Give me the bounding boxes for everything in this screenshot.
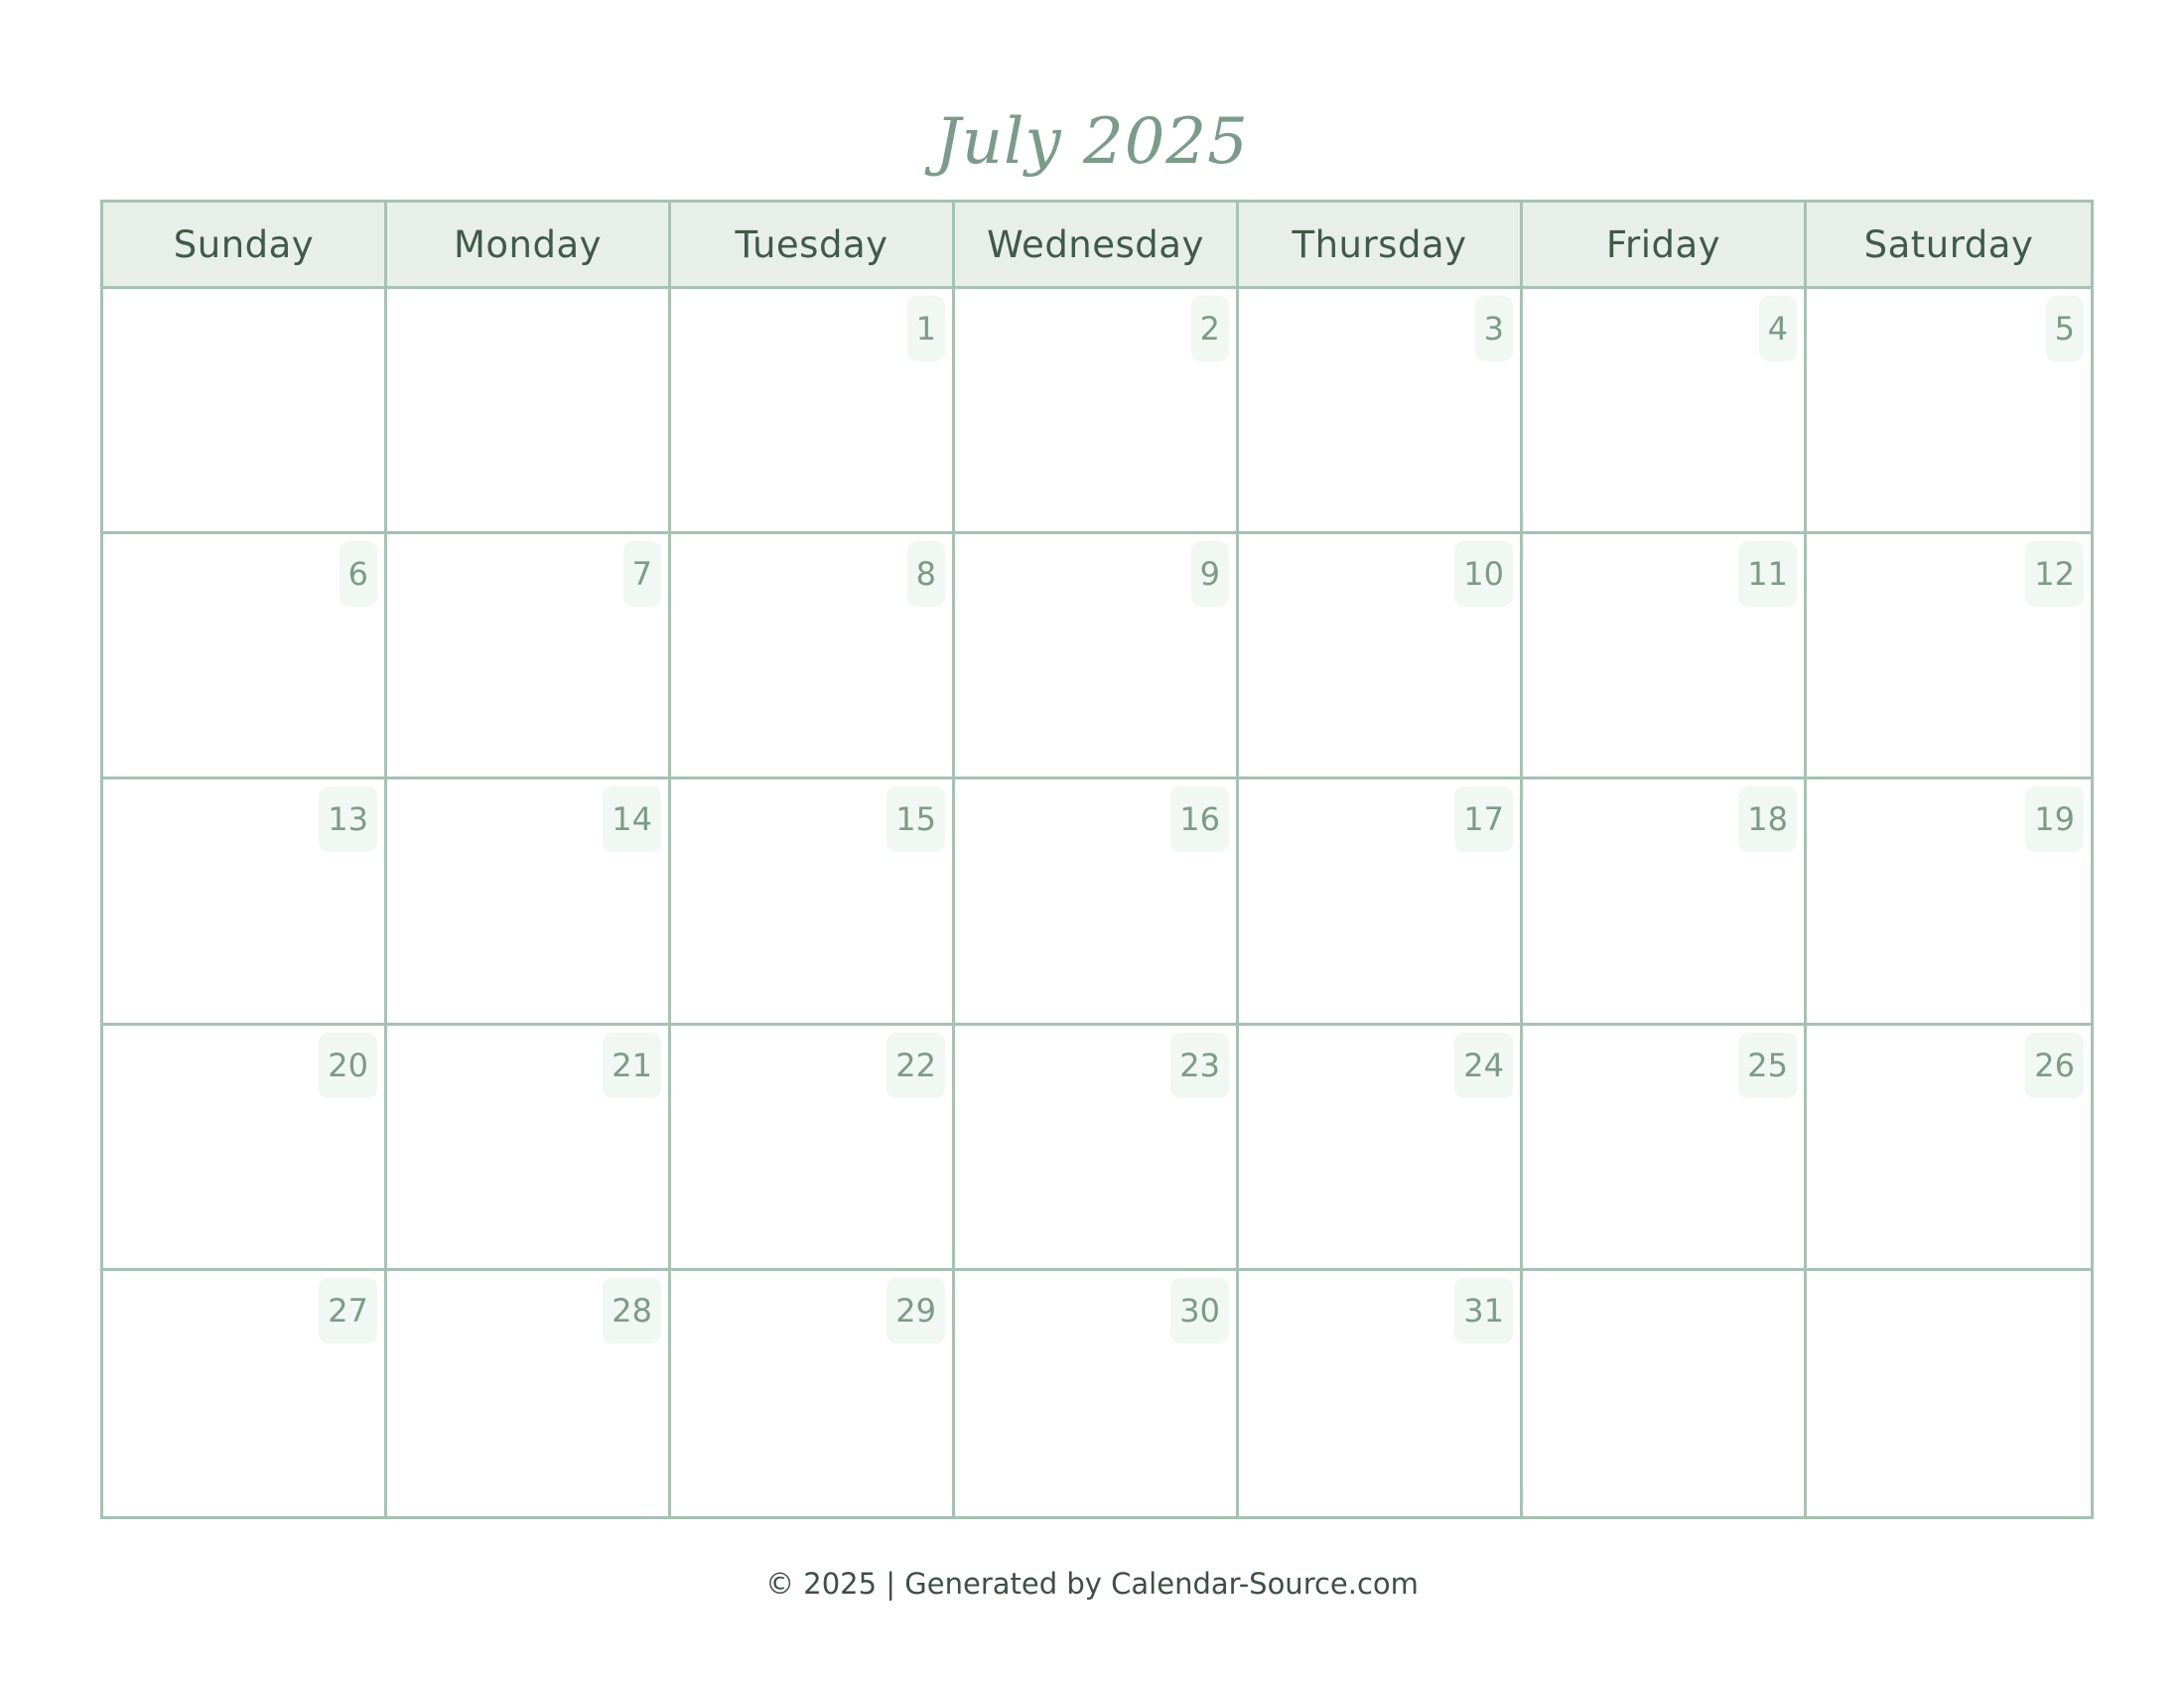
day-cell[interactable] [1807, 779, 2091, 1025]
day-number: 3 [1475, 296, 1513, 361]
day-number: 30 [1170, 1278, 1229, 1343]
day-cell[interactable] [671, 289, 955, 534]
day-number: 27 [319, 1278, 377, 1343]
day-number: 29 [887, 1278, 945, 1343]
day-number: 14 [603, 786, 661, 852]
day-cell[interactable] [1523, 289, 1807, 534]
weekday-header-tuesday: Tuesday [671, 203, 955, 289]
weekday-header-saturday: Saturday [1807, 203, 2091, 289]
day-number: 19 [2025, 786, 2084, 852]
day-number: 22 [887, 1033, 945, 1098]
day-cell[interactable] [671, 534, 955, 779]
day-number: 10 [1454, 541, 1513, 607]
calendar-grid [100, 200, 2094, 1519]
day-number: 20 [319, 1033, 377, 1098]
day-number: 25 [1738, 1033, 1797, 1098]
day-number: 13 [319, 786, 377, 852]
day-cell[interactable] [1523, 534, 1807, 779]
day-number: 18 [1738, 786, 1797, 852]
empty-day-cell [387, 289, 671, 534]
day-number: 16 [1170, 786, 1229, 852]
weekday-header-sunday: Sunday [103, 203, 387, 289]
day-number: 8 [907, 541, 945, 607]
day-number: 7 [623, 541, 661, 607]
day-cell[interactable] [1239, 779, 1523, 1025]
day-cell[interactable] [671, 1026, 955, 1271]
day-cell[interactable] [103, 1026, 387, 1271]
empty-day-cell [103, 289, 387, 534]
day-cell[interactable] [955, 1271, 1239, 1516]
day-number: 24 [1454, 1033, 1513, 1098]
day-number: 15 [887, 786, 945, 852]
day-cell[interactable] [1239, 289, 1523, 534]
day-number: 1 [907, 296, 945, 361]
day-cell[interactable] [387, 534, 671, 779]
day-cell[interactable] [1239, 534, 1523, 779]
day-number: 23 [1170, 1033, 1229, 1098]
day-number: 17 [1454, 786, 1513, 852]
day-cell[interactable] [955, 534, 1239, 779]
day-cell[interactable] [671, 1271, 955, 1516]
day-number: 26 [2025, 1033, 2084, 1098]
day-number: 12 [2025, 541, 2084, 607]
day-number: 9 [1191, 541, 1229, 607]
day-number: 5 [2046, 296, 2084, 361]
day-cell[interactable] [387, 1026, 671, 1271]
footer-credit: © 2025 | Generated by Calendar-Source.com [765, 1567, 1419, 1601]
calendar-title: July 2025 [935, 105, 1249, 179]
day-number: 6 [340, 541, 377, 607]
day-cell[interactable] [671, 779, 955, 1025]
day-cell[interactable] [103, 779, 387, 1025]
day-cell[interactable] [387, 779, 671, 1025]
day-number: 11 [1738, 541, 1797, 607]
day-number: 2 [1191, 296, 1229, 361]
weekday-header-monday: Monday [387, 203, 671, 289]
weekday-header-friday: Friday [1523, 203, 1807, 289]
day-cell[interactable] [103, 534, 387, 779]
day-cell[interactable] [1807, 289, 2091, 534]
day-cell[interactable] [955, 1026, 1239, 1271]
day-cell[interactable] [1523, 779, 1807, 1025]
empty-day-cell [1807, 1271, 2091, 1516]
day-number: 28 [603, 1278, 661, 1343]
day-cell[interactable] [1807, 1026, 2091, 1271]
day-cell[interactable] [955, 289, 1239, 534]
day-cell[interactable] [1239, 1026, 1523, 1271]
day-number: 4 [1759, 296, 1797, 361]
weekday-header-wednesday: Wednesday [955, 203, 1239, 289]
day-cell[interactable] [1239, 1271, 1523, 1516]
weekday-header-thursday: Thursday [1239, 203, 1523, 289]
day-cell[interactable] [1523, 1026, 1807, 1271]
day-number: 31 [1454, 1278, 1513, 1343]
day-cell[interactable] [103, 1271, 387, 1516]
day-number: 21 [603, 1033, 661, 1098]
day-cell[interactable] [387, 1271, 671, 1516]
day-cell[interactable] [1807, 534, 2091, 779]
day-cell[interactable] [955, 779, 1239, 1025]
empty-day-cell [1523, 1271, 1807, 1516]
